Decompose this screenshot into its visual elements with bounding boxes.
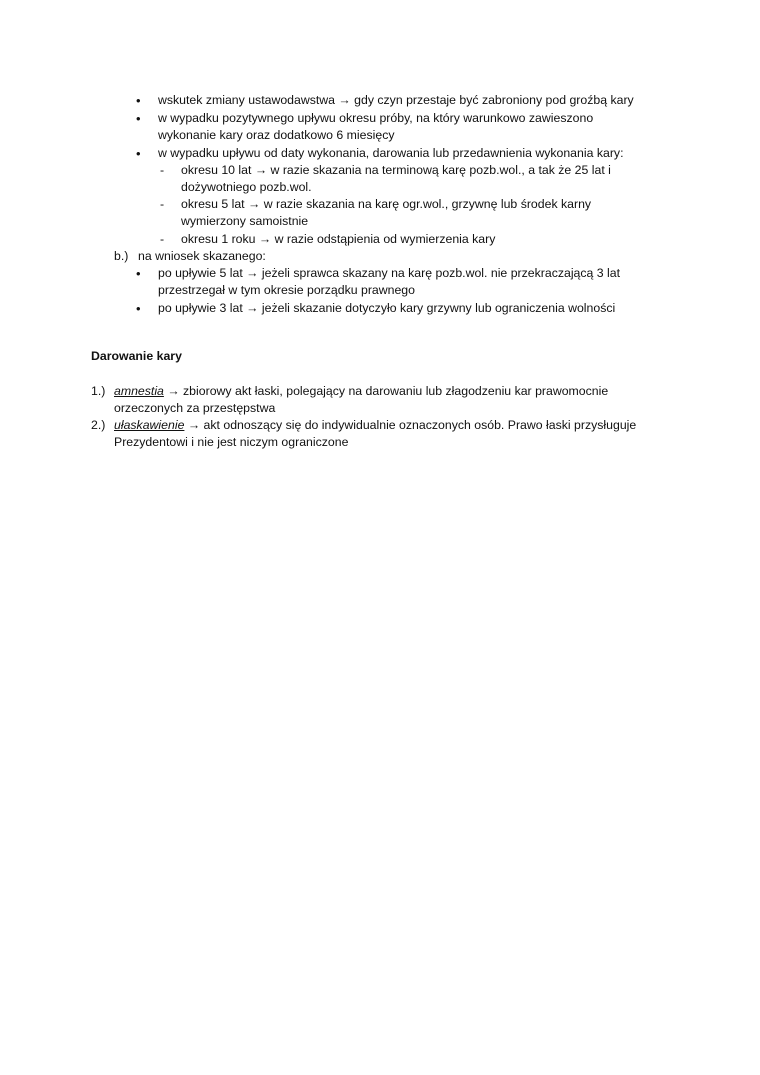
- definition-line: [114, 417, 636, 434]
- defined-term: amnestia: [114, 384, 164, 398]
- list-label: b.): [114, 249, 129, 263]
- definition-continuation: orzeczonych za przestępstwa: [114, 401, 276, 415]
- list-item-text: w wypadku upływu od daty wykonania, darowania lub przedawnienia wykonania kary:: [158, 146, 624, 160]
- dash-marker: -: [160, 232, 165, 246]
- list-label: 2.): [91, 418, 106, 432]
- list-item-text: wskutek zmiany ustawodawstwa → gdy czyn przestaje być zabroniony pod groźbą kary: [158, 93, 634, 107]
- sub-item-text: okresu 5 lat → w razie skazania na karę ogr.wol., grzywnę lub środek karny: [181, 197, 592, 211]
- bullet-marker: •: [136, 301, 141, 316]
- definition-text: → akt odnoszący się do indywidualnie oznaczonych osób. Prawo łaski przysługuje: [184, 418, 637, 432]
- bullet-marker: •: [136, 111, 141, 126]
- list-item-text: przestrzegał w tym okresie porządku prawnego: [158, 283, 415, 297]
- bullet-marker: •: [136, 146, 141, 161]
- sub-item-text: dożywotniego pozb.wol.: [181, 180, 312, 194]
- bullet-marker: •: [136, 266, 141, 281]
- sub-item-text: okresu 10 lat → w razie skazania na terminową karę pozb.wol., a tak że 25 lat i: [181, 163, 611, 177]
- list-item-text: po upływie 3 lat → jeżeli skazanie dotyczyło kary grzywny lub ograniczenia wolności: [158, 301, 616, 315]
- section-heading: Darowanie kary: [91, 349, 182, 363]
- list-item-text: po upływie 5 lat → jeżeli sprawca skazany na karę pozb.wol. nie przekraczającą 3 lat: [158, 266, 621, 280]
- definition-line: [114, 383, 608, 400]
- sub-item-text: okresu 1 roku → w razie odstąpienia od wymierzenia kary: [181, 232, 496, 246]
- sub-item-text: wymierzony samoistnie: [181, 214, 309, 228]
- section-text: na wniosek skazanego:: [138, 249, 266, 263]
- defined-term: ułaskawienie: [114, 418, 185, 432]
- dash-marker: -: [160, 163, 165, 177]
- bullet-marker: •: [136, 93, 141, 108]
- list-label: 1.): [91, 384, 106, 398]
- definition-continuation: Prezydentowi i nie jest niczym ograniczone: [114, 435, 349, 449]
- dash-marker: -: [160, 197, 165, 211]
- list-item-text: wykonanie kary oraz dodatkowo 6 miesięcy: [158, 128, 395, 142]
- list-item-text: w wypadku pozytywnego upływu okresu próby, na który warunkowo zawieszono: [158, 111, 594, 125]
- definition-text: → zbiorowy akt łaski, polegający na darowaniu lub złagodzeniu kar prawomocnie: [163, 384, 609, 398]
